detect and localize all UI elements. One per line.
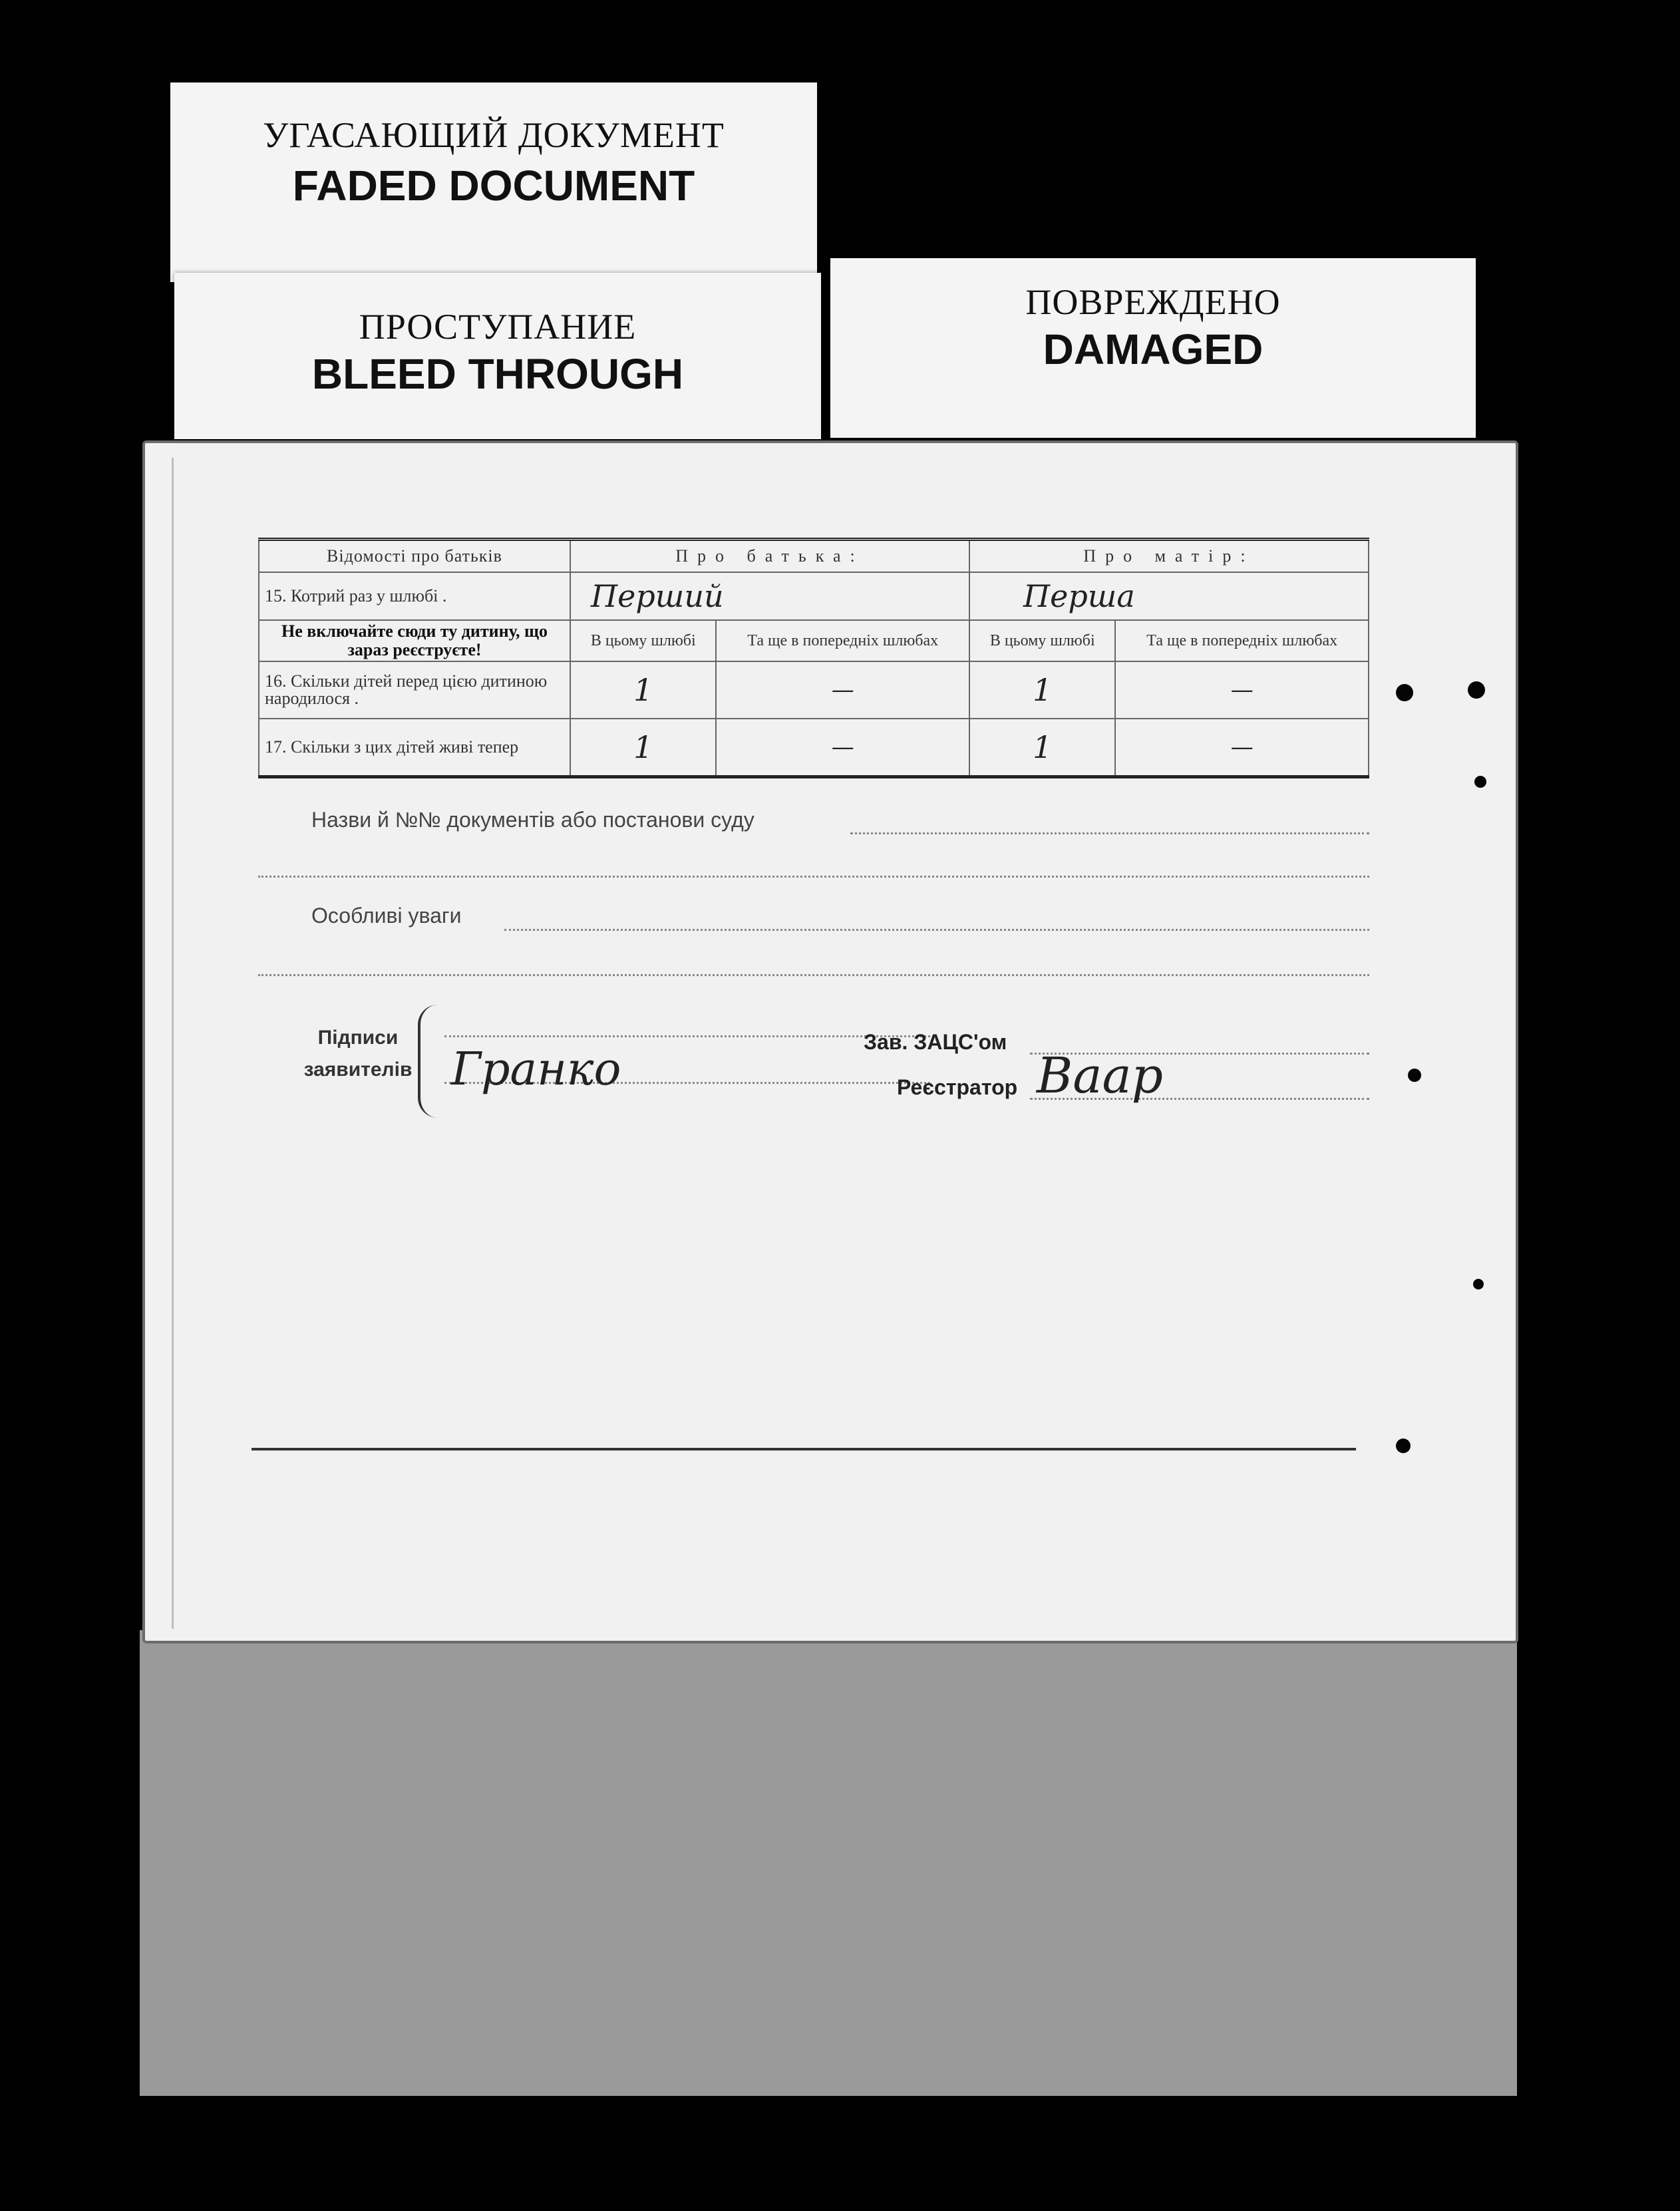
damage-hole <box>1473 1279 1484 1289</box>
registrar-signature: Ваар <box>1037 1047 1163 1105</box>
documents-label: Назви й №№ документів або постанови суду <box>311 808 755 832</box>
remarks-dotted-line <box>504 929 1369 931</box>
row-17-label: 17. Скільки з цих дітей живі тепер <box>259 719 570 777</box>
applicant-signature: Гранко <box>451 1043 621 1096</box>
row-15-father-value: Перший <box>591 578 724 614</box>
applicants-signatures-label <box>298 1022 418 1086</box>
brace <box>418 1005 440 1118</box>
row-16-mother-prev: — <box>1230 677 1254 703</box>
subhead-father-this: В цьому шлюбі <box>570 620 716 661</box>
table-row-15 <box>259 572 1369 620</box>
row-15-label: 15. Котрий раз у шлюбі . <box>259 572 570 620</box>
damaged-card <box>830 258 1476 438</box>
registrar-label: Реєстратор <box>897 1075 1018 1099</box>
damage-hole <box>1396 1439 1411 1453</box>
subhead-mother-prev: Та ще в попередніх шлюбах <box>1115 620 1369 661</box>
documents-dotted-line-2 <box>258 876 1369 878</box>
signature-line-1 <box>444 1035 930 1037</box>
bottom-rule <box>252 1448 1356 1450</box>
subhead-mother-this: В цьому шлюбі <box>969 620 1115 661</box>
damage-hole <box>1474 776 1486 788</box>
damage-hole <box>1408 1069 1421 1082</box>
faded-document-card <box>170 83 817 282</box>
header-mother: Про матір: <box>969 540 1369 573</box>
card-label-ru: ПОВРЕЖДЕНО <box>1025 282 1281 322</box>
table-header-row <box>259 540 1369 573</box>
card-label-ru: ПРОСТУПАНИЕ <box>359 307 637 347</box>
documents-dotted-line <box>850 832 1369 834</box>
cardboard-backing <box>140 1630 1517 2096</box>
header-parents-info: Відомості про батьків <box>259 540 570 573</box>
row-15-mother-value: Перша <box>1023 578 1135 614</box>
row-17-mother-prev: — <box>1230 734 1254 761</box>
row-17-mother-this: 1 <box>1033 729 1053 765</box>
subhead-father-prev: Та ще в попередніх шлюбах <box>716 620 969 661</box>
applicants-label-line-2: заявителів <box>303 1059 413 1081</box>
damage-hole <box>1468 681 1485 699</box>
table-row-17 <box>259 719 1369 777</box>
remarks-label: Особливі уваги <box>311 904 462 928</box>
parents-info-table <box>258 538 1369 778</box>
row-17-father-this: 1 <box>633 729 653 765</box>
row-16-mother-this: 1 <box>1033 672 1053 708</box>
card-label-en: BLEED THROUGH <box>311 350 684 398</box>
remarks-dotted-line-2 <box>258 974 1369 976</box>
row-17-father-prev: — <box>831 734 854 761</box>
document-page <box>142 440 1518 1643</box>
card-label-en: FADED DOCUMENT <box>292 162 695 210</box>
table-subheader-row <box>259 620 1369 661</box>
header-father: Про батька: <box>570 540 969 573</box>
row-16-father-prev: — <box>831 677 854 703</box>
head-zags-label: Зав. ЗАЦС'ом <box>864 1030 1007 1054</box>
damage-hole <box>1396 684 1413 701</box>
card-label-ru: УГАСАЮЩИЙ ДОКУМЕНТ <box>263 115 725 155</box>
bleed-through-card <box>174 273 821 439</box>
table-row-16 <box>259 661 1369 719</box>
applicants-label-line-1: Підписи <box>317 1027 399 1049</box>
exclusion-note: Не включайте сюди ту дитину, що зараз реєструєте! <box>259 620 570 661</box>
card-label-en: DAMAGED <box>1043 325 1263 373</box>
row-16-father-this: 1 <box>633 672 653 708</box>
row-16-label: 16. Скільки дітей перед цією дитиною народилося . <box>259 661 570 719</box>
